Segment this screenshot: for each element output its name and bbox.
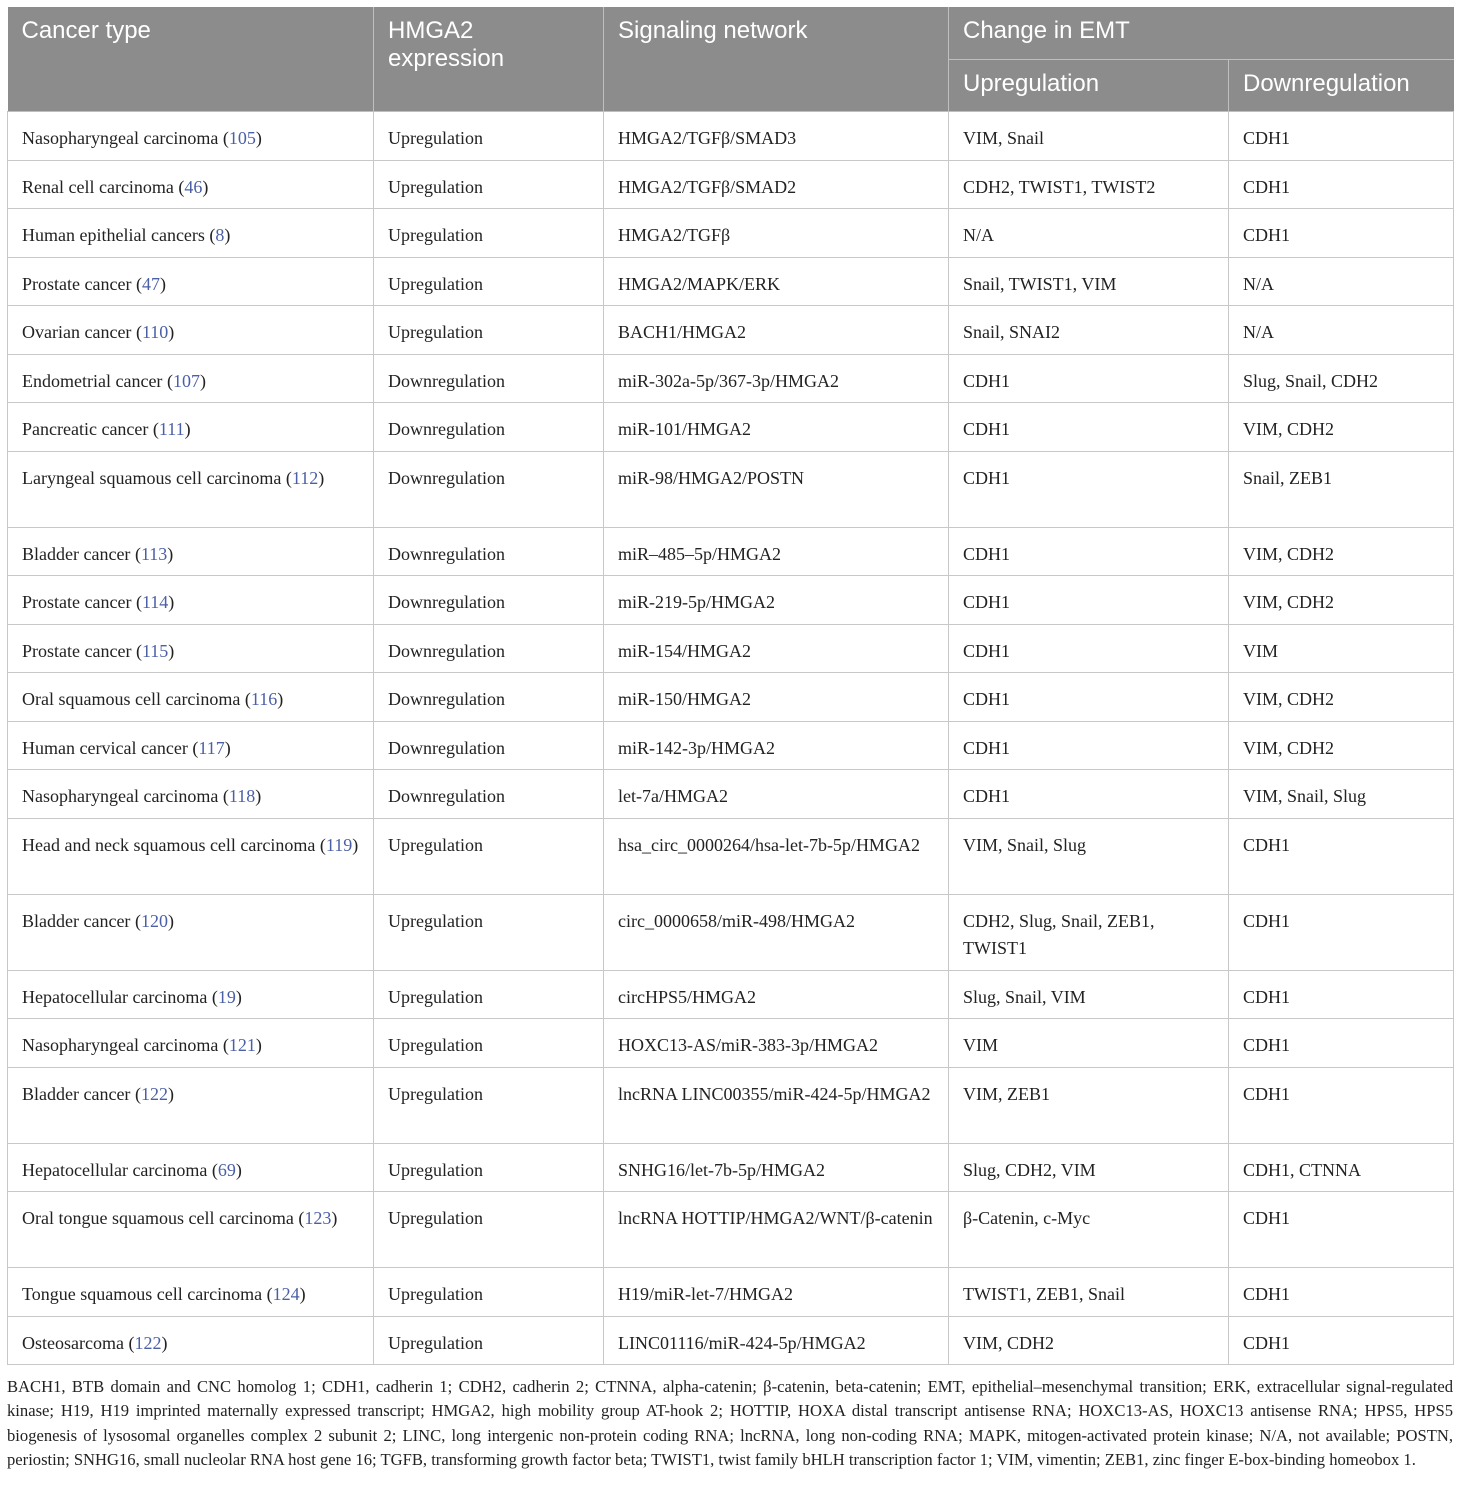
cell-signaling-network: miR-101/HMGA2 [604, 403, 949, 452]
cell-signaling-network: circ_0000658/miR-498/HMGA2 [604, 894, 949, 970]
cancer-name: Nasopharyngeal carcinoma [22, 786, 219, 806]
cancer-name: Endometrial cancer [22, 370, 163, 391]
cell-downregulation: VIM, CDH2 [1229, 403, 1454, 452]
cell-signaling-network: SNHG16/let-7b-5p/HMGA2 [604, 1143, 949, 1192]
reference-link[interactable]: 118 [228, 786, 256, 806]
table-row [8, 894, 1454, 970]
cell-upregulation: CDH1 [949, 721, 1229, 770]
cell-upregulation: CDH1 [949, 673, 1229, 722]
reference-link[interactable]: 116 [250, 689, 278, 709]
cell-upregulation: CDH1 [949, 354, 1229, 403]
cell-hmga2-expression: Downregulation [374, 673, 604, 722]
cell-signaling-network: miR–485–5p/HMGA2 [604, 527, 949, 576]
cell-hmga2-expression: Upregulation [374, 1316, 604, 1365]
cell-cancer-type: Laryngeal squamous cell carcinoma (112) [8, 451, 374, 527]
table-footnote: BACH1, BTB domain and CNC homolog 1; CDH1, cadherin 1; CDH2, cadherin 2; CTNNA, alpha-catenin; β-catenin, beta-catenin; EMT, epithelial–mesenchymal transition; ERK, extracellular signal-regulated kinase; H19, H19 imprinted maternally expressed transcript; HMGA2, high mobility group AT-hook 2; HOTTIP, HOXA distal transcript antisense RNA; HOXC13-AS, HOXC13 antisense RNA; HPS5, HPS5 biogenesis of lysosomal organelles complex 2 subunit 2; LINC, long intergenic non-protein coding RNA; lncRNA, long non-coding RNA; MAPK, mitogen-activated protein kinase; N/A, not available; POSTN, periostin; SNHG16, small nucleolar RNA host gene 16; TGFB, transforming growth factor beta; TWIST1, twist family bHLH transcription factor 1; VIM, vimentin; ZEB1, zinc finger E-box-binding homeobox 1. [7, 1377, 1453, 1470]
reference-link[interactable]: 8 [215, 225, 225, 245]
cell-cancer-type: Nasopharyngeal carcinoma (118) [8, 770, 374, 819]
table-row [8, 1316, 1454, 1365]
cell-downregulation: CDH1 [1229, 112, 1454, 161]
cancer-name: Hepatocellular carcinoma [22, 986, 208, 1007]
cell-downregulation: VIM, CDH2 [1229, 673, 1454, 722]
cell-downregulation: CDH1 [1229, 1019, 1454, 1068]
table-row [8, 403, 1454, 452]
cell-cancer-type: Prostate cancer (114) [8, 576, 374, 625]
cell-upregulation: CDH1 [949, 770, 1229, 819]
cell-cancer-type: Head and neck squamous cell carcinoma (119) [8, 818, 374, 894]
reference-link[interactable]: 123 [304, 1208, 332, 1228]
cell-cancer-type: Endometrial cancer (107) [8, 354, 374, 403]
table-row [8, 1143, 1454, 1192]
cell-hmga2-expression: Downregulation [374, 721, 604, 770]
cancer-name: Tongue squamous cell carcinoma [22, 1284, 263, 1304]
cell-upregulation: CDH2, TWIST1, TWIST2 [949, 160, 1229, 209]
table-row [8, 354, 1454, 403]
cell-cancer-type: Human epithelial cancers (8) [8, 209, 374, 258]
table-row [8, 721, 1454, 770]
cell-upregulation: TWIST1, ZEB1, Snail [949, 1268, 1229, 1317]
cell-upregulation: Snail, TWIST1, VIM [949, 257, 1229, 306]
reference-link[interactable]: 107 [172, 370, 200, 391]
cell-hmga2-expression: Downregulation [374, 527, 604, 576]
cell-upregulation: CDH1 [949, 451, 1229, 527]
reference-link[interactable]: 124 [272, 1284, 300, 1304]
cell-signaling-network: circHPS5/HMGA2 [604, 970, 949, 1019]
header-change-in-emt: Change in EMT [949, 7, 1454, 60]
cell-downregulation: CDH1 [1229, 970, 1454, 1019]
cell-cancer-type: Tongue squamous cell carcinoma (124) [8, 1268, 374, 1317]
table-row [8, 673, 1454, 722]
cell-signaling-network: lncRNA HOTTIP/HMGA2/WNT/β-catenin [604, 1192, 949, 1268]
cell-signaling-network: miR-219-5p/HMGA2 [604, 576, 949, 625]
cell-hmga2-expression: Upregulation [374, 160, 604, 209]
cell-upregulation: Slug, Snail, VIM [949, 970, 1229, 1019]
cell-hmga2-expression: Downregulation [374, 354, 604, 403]
cancer-name: Renal cell carcinoma [22, 176, 174, 197]
table-row [8, 160, 1454, 209]
cell-downregulation: VIM, Snail, Slug [1229, 770, 1454, 819]
cancer-name: Human epithelial cancers [22, 225, 205, 245]
cell-upregulation: VIM, Snail, Slug [949, 818, 1229, 894]
cell-signaling-network: let-7a/HMGA2 [604, 770, 949, 819]
cell-signaling-network: HOXC13-AS/miR-383-3p/HMGA2 [604, 1019, 949, 1068]
reference-link[interactable]: 110 [141, 322, 169, 342]
cell-downregulation: CDH1, CTNNA [1229, 1143, 1454, 1192]
cell-signaling-network: lncRNA LINC00355/miR-424-5p/HMGA2 [604, 1067, 949, 1143]
reference-link[interactable]: 69 [217, 1159, 236, 1180]
cell-signaling-network: HMGA2/TGFβ/SMAD2 [604, 160, 949, 209]
cell-downregulation: VIM, CDH2 [1229, 721, 1454, 770]
cell-downregulation: N/A [1229, 257, 1454, 306]
cell-cancer-type: Nasopharyngeal carcinoma (121) [8, 1019, 374, 1068]
cell-hmga2-expression: Upregulation [374, 894, 604, 970]
table-row [8, 770, 1454, 819]
reference-link[interactable]: 105 [228, 128, 256, 148]
cell-upregulation: CDH2, Slug, Snail, ZEB1, TWIST1 [949, 894, 1229, 970]
cell-cancer-type: Human cervical cancer (117) [8, 721, 374, 770]
cell-hmga2-expression: Upregulation [374, 209, 604, 258]
table-row [8, 112, 1454, 161]
header-hmga2-expression: HMGA2 expression [374, 7, 604, 112]
cell-cancer-type: Oral tongue squamous cell carcinoma (123) [8, 1192, 374, 1268]
reference-link[interactable]: 122 [140, 1083, 168, 1104]
reference-link[interactable]: 111 [158, 419, 185, 439]
table-row [8, 451, 1454, 527]
cancer-name: Pancreatic cancer [22, 419, 149, 439]
cell-upregulation: VIM, CDH2 [949, 1316, 1229, 1365]
cell-signaling-network: hsa_circ_0000264/hsa-let-7b-5p/HMGA2 [604, 818, 949, 894]
cell-upregulation: CDH1 [949, 624, 1229, 673]
cell-cancer-type: Bladder cancer (122) [8, 1067, 374, 1143]
header-downregulation: Downregulation [1229, 60, 1454, 112]
cell-upregulation: CDH1 [949, 576, 1229, 625]
cell-downregulation: CDH1 [1229, 1067, 1454, 1143]
cancer-name: Bladder cancer [22, 910, 131, 931]
cell-cancer-type: Renal cell carcinoma (46) [8, 160, 374, 209]
table-row [8, 306, 1454, 355]
table-row [8, 624, 1454, 673]
cell-hmga2-expression: Upregulation [374, 306, 604, 355]
reference-link[interactable]: 120 [140, 910, 168, 931]
cell-signaling-network: LINC01116/miR-424-5p/HMGA2 [604, 1316, 949, 1365]
table-header [8, 7, 1454, 112]
cell-cancer-type: Prostate cancer (115) [8, 624, 374, 673]
table-container [7, 7, 1453, 1473]
cell-cancer-type: Oral squamous cell carcinoma (116) [8, 673, 374, 722]
cell-upregulation: CDH1 [949, 403, 1229, 452]
cell-hmga2-expression: Upregulation [374, 970, 604, 1019]
cell-downregulation: N/A [1229, 306, 1454, 355]
cancer-name: Bladder cancer [22, 543, 131, 564]
cell-signaling-network: HMGA2/TGFβ [604, 209, 949, 258]
cell-cancer-type: Hepatocellular carcinoma (19) [8, 970, 374, 1019]
cell-downregulation: Slug, Snail, CDH2 [1229, 354, 1454, 403]
cancer-name: Prostate cancer [22, 592, 132, 612]
cell-downregulation: Snail, ZEB1 [1229, 451, 1454, 527]
table-row [8, 576, 1454, 625]
cell-cancer-type: Osteosarcoma (122) [8, 1316, 374, 1365]
reference-link[interactable]: 19 [217, 986, 236, 1007]
cell-downregulation: CDH1 [1229, 894, 1454, 970]
cell-cancer-type: Hepatocellular carcinoma (69) [8, 1143, 374, 1192]
cell-downregulation: CDH1 [1229, 160, 1454, 209]
table-row [8, 1192, 1454, 1268]
cell-signaling-network: H19/miR-let-7/HMGA2 [604, 1268, 949, 1317]
table-row [8, 1019, 1454, 1068]
reference-link[interactable]: 113 [140, 543, 168, 564]
cancer-name: Hepatocellular carcinoma [22, 1159, 208, 1180]
cell-cancer-type: Prostate cancer (47) [8, 257, 374, 306]
cell-signaling-network: BACH1/HMGA2 [604, 306, 949, 355]
header-cancer-type: Cancer type [8, 7, 374, 112]
table-row [8, 1067, 1454, 1143]
reference-link[interactable]: 114 [141, 592, 169, 612]
cancer-name: Nasopharyngeal carcinoma [22, 128, 219, 148]
cell-hmga2-expression: Downregulation [374, 451, 604, 527]
cell-downregulation: CDH1 [1229, 1192, 1454, 1268]
hmga2-emt-table [7, 7, 1454, 1365]
cell-hmga2-expression: Downregulation [374, 624, 604, 673]
cell-hmga2-expression: Upregulation [374, 112, 604, 161]
cancer-name: Prostate cancer [22, 273, 132, 294]
cell-hmga2-expression: Upregulation [374, 257, 604, 306]
cell-signaling-network: miR-98/HMGA2/POSTN [604, 451, 949, 527]
cancer-name: Osteosarcoma [22, 1332, 124, 1353]
cell-signaling-network: HMGA2/TGFβ/SMAD3 [604, 112, 949, 161]
cancer-name: Human cervical cancer [22, 737, 188, 758]
reference-link[interactable]: 121 [228, 1035, 256, 1055]
cancer-name: Oral squamous cell carcinoma [22, 689, 241, 709]
cell-hmga2-expression: Downregulation [374, 770, 604, 819]
header-upregulation: Upregulation [949, 60, 1229, 112]
cell-signaling-network: miR-302a-5p/367-3p/HMGA2 [604, 354, 949, 403]
cancer-name: Nasopharyngeal carcinoma [22, 1035, 219, 1055]
reference-link[interactable]: 119 [325, 834, 353, 855]
cancer-name: Ovarian cancer [22, 322, 132, 342]
cell-hmga2-expression: Upregulation [374, 1019, 604, 1068]
cell-signaling-network: HMGA2/MAPK/ERK [604, 257, 949, 306]
cell-downregulation: CDH1 [1229, 209, 1454, 258]
cancer-name: Prostate cancer [22, 640, 132, 661]
reference-link[interactable]: 115 [141, 640, 169, 661]
reference-link[interactable]: 47 [141, 273, 160, 294]
reference-link[interactable]: 46 [184, 176, 203, 197]
cell-hmga2-expression: Upregulation [374, 1192, 604, 1268]
table-row [8, 818, 1454, 894]
cancer-name: Laryngeal squamous cell carcinoma [22, 467, 282, 488]
cell-upregulation: Slug, CDH2, VIM [949, 1143, 1229, 1192]
reference-link[interactable]: 112 [291, 467, 319, 488]
cell-downregulation: CDH1 [1229, 1316, 1454, 1365]
cell-upregulation: VIM, ZEB1 [949, 1067, 1229, 1143]
table-row [8, 257, 1454, 306]
cancer-name: Oral tongue squamous cell carcinoma [22, 1208, 294, 1228]
table-row [8, 527, 1454, 576]
cell-hmga2-expression: Upregulation [374, 818, 604, 894]
cell-downregulation: VIM [1229, 624, 1454, 673]
cell-hmga2-expression: Downregulation [374, 576, 604, 625]
cell-downregulation: VIM, CDH2 [1229, 527, 1454, 576]
cancer-name: Head and neck squamous cell carcinoma [22, 834, 316, 855]
cell-downregulation: VIM, CDH2 [1229, 576, 1454, 625]
header-signaling-network: Signaling network [604, 7, 949, 112]
cell-upregulation: N/A [949, 209, 1229, 258]
table-row [8, 209, 1454, 258]
cell-signaling-network: miR-150/HMGA2 [604, 673, 949, 722]
cell-downregulation: CDH1 [1229, 1268, 1454, 1317]
reference-link[interactable]: 122 [134, 1332, 162, 1353]
cell-hmga2-expression: Upregulation [374, 1067, 604, 1143]
cell-cancer-type: Bladder cancer (113) [8, 527, 374, 576]
cell-signaling-network: miR-154/HMGA2 [604, 624, 949, 673]
table-body [8, 112, 1454, 1365]
table-row [8, 970, 1454, 1019]
cell-upregulation: Snail, SNAI2 [949, 306, 1229, 355]
cell-upregulation: VIM [949, 1019, 1229, 1068]
cell-downregulation: CDH1 [1229, 818, 1454, 894]
cell-hmga2-expression: Downregulation [374, 403, 604, 452]
cell-cancer-type: Pancreatic cancer (111) [8, 403, 374, 452]
cell-cancer-type: Ovarian cancer (110) [8, 306, 374, 355]
cell-upregulation: VIM, Snail [949, 112, 1229, 161]
cell-cancer-type: Nasopharyngeal carcinoma (105) [8, 112, 374, 161]
reference-link[interactable]: 117 [198, 737, 225, 758]
cell-hmga2-expression: Upregulation [374, 1143, 604, 1192]
cancer-name: Bladder cancer [22, 1083, 131, 1104]
cell-upregulation: β-Catenin, c-Myc [949, 1192, 1229, 1268]
cell-signaling-network: miR-142-3p/HMGA2 [604, 721, 949, 770]
cell-cancer-type: Bladder cancer (120) [8, 894, 374, 970]
cell-upregulation: CDH1 [949, 527, 1229, 576]
table-row [8, 1268, 1454, 1317]
cell-hmga2-expression: Upregulation [374, 1268, 604, 1317]
